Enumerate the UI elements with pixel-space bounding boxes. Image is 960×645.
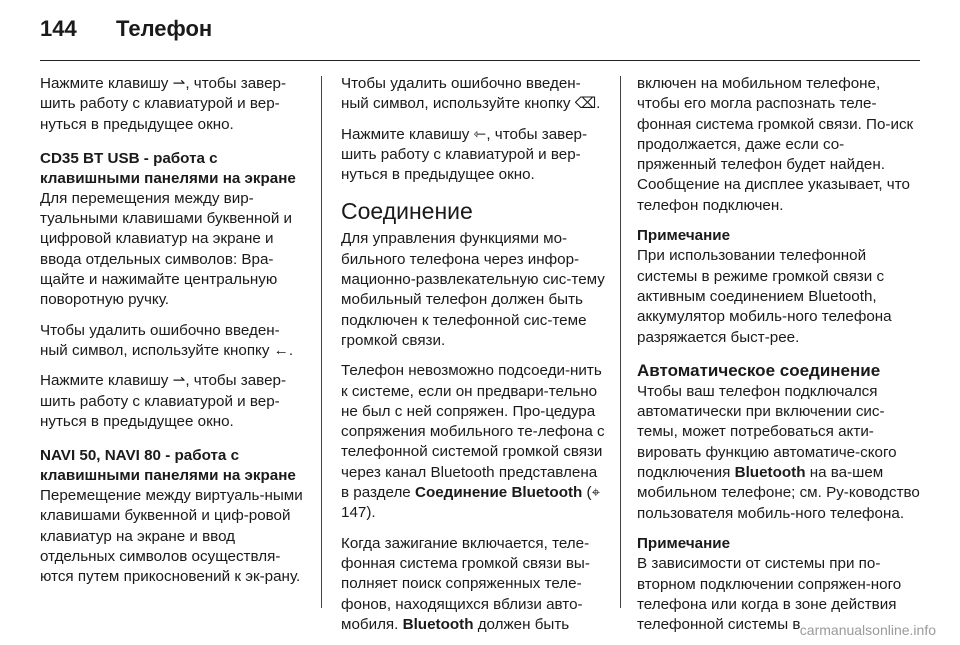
text-run: на ва-шем мобильном телефоне; см. Ру-ководство пользователя мобиль-ного телефона.	[637, 464, 920, 522]
note-block	[637, 226, 921, 348]
page-title: Телефон	[116, 16, 213, 41]
cross-reference-link[interactable]: Соединение Bluetooth	[414, 484, 583, 502]
text-run: Когда зажигание включается, теле-фонная система громкой связи вы-полняет поиск сопряженных теле-фонов, находящихся вблизи авто-мобиля.	[341, 534, 590, 633]
bluetooth-term: Bluetooth	[734, 464, 806, 482]
column-divider-1	[321, 76, 322, 608]
section-heading-navi: NAVI 50, NAVI 80 - работа с клавишными панелями на экране	[40, 447, 296, 485]
note-block	[637, 534, 921, 635]
paragraph: Перемещение между виртуаль-ными клавишами буквенной и циф-ровой клавиатур на экране и ввод отдельных символов осуществля-ются путем прикосновений к эк-рану.	[40, 487, 303, 586]
page-header	[40, 16, 212, 50]
paragraph: Нажмите клавишу ⇀, чтобы завер-шить работу с клавиатурой и вер-нуться в предыдущее окно.	[40, 372, 287, 430]
note-text: При использовании телефонной системы в режиме громкой связи с активным соединением Bluetooth, аккумулятор мобиль-ного телефона разряжается быст-рее.	[637, 247, 892, 346]
page-number: 144	[40, 16, 77, 41]
watermark: carmanualsonline.info	[799, 622, 936, 638]
paragraph: включен на мобильном телефоне, чтобы его могла распознать теле-фонная система громкой связи. По-иск продолжается, даже если со-пряженный телефон будет найден. Сообщение на дисплее указывает, что телефон подключен.	[637, 75, 914, 214]
paragraph	[341, 361, 605, 523]
column-3	[637, 74, 921, 645]
section-heading-auto-connection: Автоматическое соединение	[637, 360, 881, 380]
paragraph: Чтобы удалить ошибочно введен-ный символ, используйте кнопку ⌫.	[341, 75, 601, 113]
paragraph: Чтобы удалить ошибочно введен-ный символ, используйте кнопку ←.	[40, 321, 294, 359]
text-run: Телефон невозможно подсоеди-нить к системе, если он предвари-тельно не был с ней сопряжен. Про-цедура сопряжения мобильного те-лефона с телефонной системой громкой связи через канал Bluetooth представлена в разделе	[341, 362, 605, 502]
column-divider-2	[620, 76, 621, 608]
column-2	[341, 74, 605, 645]
note-label: Примечание	[637, 534, 731, 552]
paragraph	[341, 534, 605, 635]
section-heading-connection: Соединение	[341, 198, 473, 225]
note-text: В зависимости от системы при по-вторном подключении сопряжен-ного телефона или когда в зоне действия телефонной системы в	[637, 555, 902, 634]
section-heading-cd35: CD35 BT USB - работа с клавишными панелями на экране	[40, 149, 296, 187]
paragraph: Нажмите клавишу ⇽, чтобы завер-шить работу с клавиатурой и вер-нуться в предыдущее окно.	[341, 125, 588, 184]
paragraph	[637, 382, 921, 524]
paragraph: Для перемещения между вир-туальными клавишами буквенной и цифровой клавиатур на экране и ввода отдельных символов: Вра-щайте и нажимайте центральную поворотную ручку.	[40, 189, 293, 309]
bluetooth-term: Bluetooth	[402, 615, 474, 633]
note-label: Примечание	[637, 227, 731, 245]
page-reference: (⌖ 147).	[341, 484, 601, 522]
header-rule	[40, 60, 920, 61]
text-run: должен быть	[473, 615, 570, 633]
paragraph: Нажмите клавишу ⇀, чтобы завер-шить работу с клавиатурой и вер-нуться в предыдущее окно.	[40, 75, 287, 133]
text-run: Чтобы ваш телефон подключался автоматически при включении сис-темы, может потребоваться акти-вировать функцию автоматиче-ского подключения	[637, 382, 897, 482]
paragraph: Для управления функциями мо-бильного телефона через инфор-мационно-развлекательную сис-тему мобильный телефон должен быть подключен к телефонной сис-теме громкой связи.	[341, 230, 605, 349]
column-1	[40, 74, 306, 598]
